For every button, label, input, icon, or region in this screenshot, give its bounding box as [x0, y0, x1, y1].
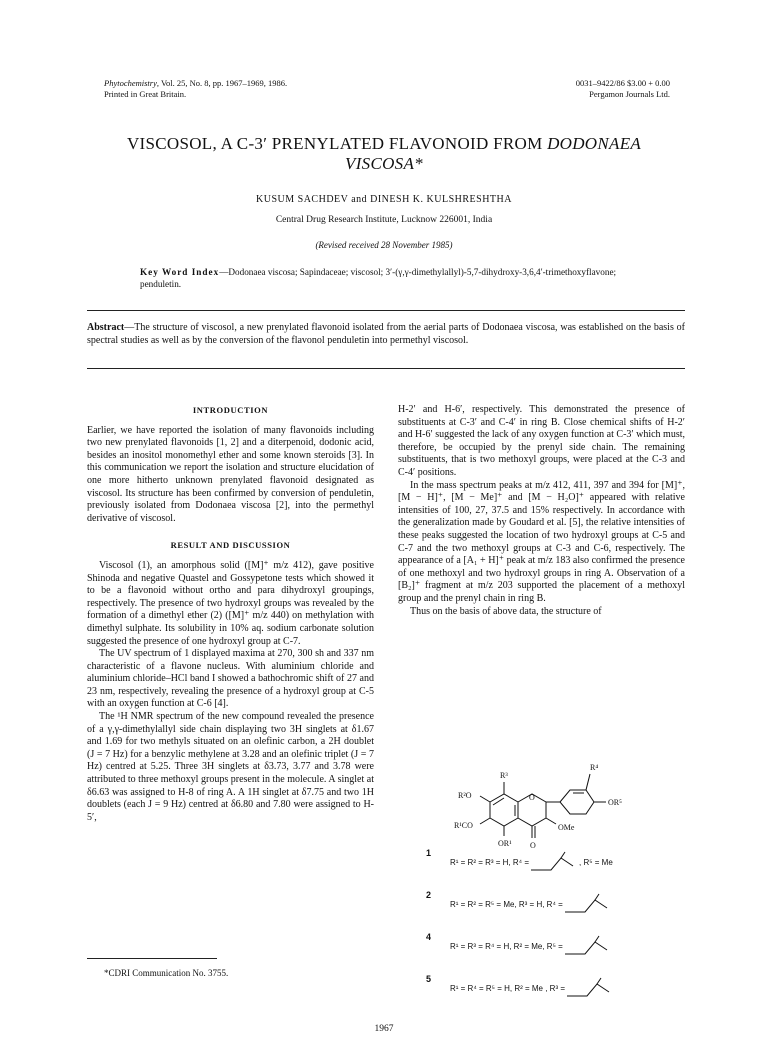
compound-5: [426, 962, 696, 1002]
abstract-label: Abstract: [87, 322, 125, 333]
publisher-info: [470, 78, 670, 100]
compound-2-number: 2: [426, 890, 432, 900]
results-paragraph-2: The UV spectrum of 1 displayed maxima at 270, 300 sh and 337 nm characteristic of a flavone nucleus. With aluminium chloride and aluminium chloride–HCl band I showed a bathochromic shift of 27 and 23 nm, respectively, revealing the presence of a hydroxyl group at C-5 with an oxygen function at C-6 [4].: [87, 648, 374, 710]
compound-5-number: 5: [426, 974, 432, 984]
divider-bottom: [87, 368, 685, 369]
ring-b: [560, 790, 594, 814]
label-r1co: R¹CO: [454, 821, 473, 830]
label-or5: OR⁵: [608, 798, 622, 807]
page-number: 1967: [374, 1024, 394, 1034]
keywords-label: Key Word Index: [140, 267, 220, 277]
compound-1: [426, 836, 696, 876]
compound-4: [426, 920, 696, 960]
label-ome: OMe: [558, 823, 575, 832]
label-r3: R³: [500, 771, 508, 780]
authors: KUSUM SACHDEV and DINESH K. KULSHRESHTHA: [256, 194, 512, 205]
compound-2-formula: R¹ = R² = R⁵ = Me, R³ = H, R⁴ =: [450, 892, 613, 918]
article-title: [80, 134, 688, 174]
results-heading: RESULT AND DISCUSSION: [170, 540, 291, 551]
label-ring-oxygen: O: [529, 793, 535, 802]
compound-1-formula: R¹ = R² = R³ = H, R⁴ = , R⁵ = Me: [450, 850, 613, 876]
intro-paragraph: Earlier, we have reported the isolation of many flavonoids including two new prenylated flavonoids [1, 2] and a diterpenoid, dodonic acid, besides an inositol monomethyl ether and some known steroids [3]. In this communication we report the isolation and structure elucidation of one more hitherto unknown prenylated flavonoid designated as viscosol. Its structure has been confirmed by conversion of penduletin, previously isolated from Dodonaea viscosa [2], into the permethyl derivative of viscosol.: [87, 424, 374, 524]
title-line1-italic: DODONAEA: [547, 134, 642, 153]
prenyl-chain-icon: [565, 976, 615, 1002]
compound-1-number: 1: [426, 848, 432, 858]
right-paragraph-3: Thus on the basis of above data, the structure of: [410, 605, 602, 617]
price-code: 0031–9422/86 $3.00 + 0.00: [575, 78, 670, 88]
introduction-heading: INTRODUCTION: [192, 405, 269, 415]
left-column: [87, 404, 374, 824]
printed-in: Printed in Great Britain.: [104, 89, 187, 99]
footnote: *CDRI Communication No. 3755.: [104, 968, 229, 978]
label-r4: R⁴: [590, 763, 599, 772]
title-line1: VISCOSOL, A C-3′ PRENYLATED FLAVONOID FROM: [126, 134, 543, 153]
citation-details: , Vol. 25, No. 8, pp. 1967–1969, 1986.: [156, 78, 288, 88]
label-r2o: R²O: [458, 791, 472, 800]
title-line2: VISCOSA*: [345, 154, 423, 173]
right-paragraph-1: H-2′ and H-6′, respectively. This demonstrated the presence of substituents at C-3′ and C-4′ in ring B. Close chemical shifts of H-2′ and H-6′ suggested the lack of any oxygen function at C-3′ which must, therefore, be occupied by the prenyl side chain. The remaining substituents, that is two methoxyl groups, were placed at the C-3 and C-4′ positions.: [398, 404, 685, 478]
compound-4-number: 4: [426, 932, 432, 942]
revised-date: (Revised received 28 November 1985): [315, 240, 453, 250]
journal-name: Phytochemistry: [104, 78, 157, 88]
compound-2: [426, 878, 696, 918]
ring-a: [490, 794, 518, 826]
compound-5-formula: R¹ = R⁴ = R⁵ = H, R² = Me , R³ =: [450, 976, 615, 1002]
results-paragraph-1: Viscosol (1), an amorphous solid ([M]⁺ m/z 412), gave positive Shinoda and negative Quastel and Gossypetone tests which showed it to be a flavonoid without ortho and para dihydroxyl groupings, respectively. The presence of two hydroxyl groups was revealed by the formation of a dimethyl ether (2) ([M]⁺ m/z 440) on methylation with dimethyl sulphate. Its solubility in 10% aq. sodium carbonate solution suggested the presence of one hydroxyl group at C-7.: [87, 559, 374, 647]
prenyl-chain-icon: [563, 934, 613, 960]
prenyl-chain-icon: [563, 892, 613, 918]
keywords-text: —Dodonaea viscosa; Sapindaceae; viscosol; 3′-(γ,γ-dimethylallyl)-5,7-dihydroxy-3,6,4′-trimethoxyflavone; penduletin.: [140, 267, 617, 289]
abstract-text: —The structure of viscosol, a new prenylated flavonoid isolated from the aerial parts of Dodonaea viscosa, was established on the basis of spectral studies as well as by the conversion of the flavonol penduletin into permethyl viscosol.: [87, 322, 685, 346]
right-column: [398, 404, 685, 618]
publisher-name: Pergamon Journals Ltd.: [589, 89, 670, 99]
results-paragraph-3: The ¹H NMR spectrum of the new compound revealed the presence of a γ,γ-dimethylallyl side chain displaying two 3H singlets at δ1.67 and 1.69 for two methyls situated on an olefinic carbon, a 2H doublet (J = 7 Hz) for a benzylic methylene at 3.28 and an olefinic triplet (J = 7 Hz) centred at 5.25. Three 3H singlets at δ3.73, 3.77 and 3.78 were attributed to three methoxyl groups present in the molecule. A singlet at δ6.63 was assigned to H-8 of ring A. A 1H singlet at δ7.75 and two 1H doublets (each J = 9 Hz) centred at δ6.80 and 7.80 were assigned to H-5′,: [87, 711, 374, 823]
abstract: [87, 322, 685, 347]
divider-top: [87, 310, 685, 311]
label-or1: OR¹: [498, 839, 512, 848]
compound-4-formula: R¹ = R³ = R⁴ = H, R² = Me, R⁵ =: [450, 934, 613, 960]
footnote-divider: [87, 958, 217, 959]
institution: Central Drug Research Institute, Lucknow 226001, India: [275, 215, 493, 225]
prenyl-chain-icon: [529, 850, 579, 876]
keywords: [140, 266, 640, 290]
right-paragraph-2: In the mass spectrum peaks at m/z 412, 411, 397 and 394 for [M]⁺, [M − H]⁺, [M − Me]⁺ and [M − H₂O]⁺ appeared with relative intensities of 100, 27, 37.5 and 15% respectively. In accordance with the generalization made by Goudard et al. [5], the relative intensities of these peaks suggested the location of two hydroxyl groups at C-5 and C-7 and the two methoxyl groups at C-3 and C-6, respectively. The appearance of a [A₁ + H]⁺ peak at m/z 183 also confirmed the presence of one methoxyl and two hydroxyl groups in ring A. Observation of a [B₂]⁺ fragment at m/z 203 supported the placement of a methoxyl group and the prenyl chain in ring B.: [398, 479, 685, 604]
journal-citation: [104, 78, 364, 100]
label-keto-oxygen: O: [530, 841, 536, 850]
